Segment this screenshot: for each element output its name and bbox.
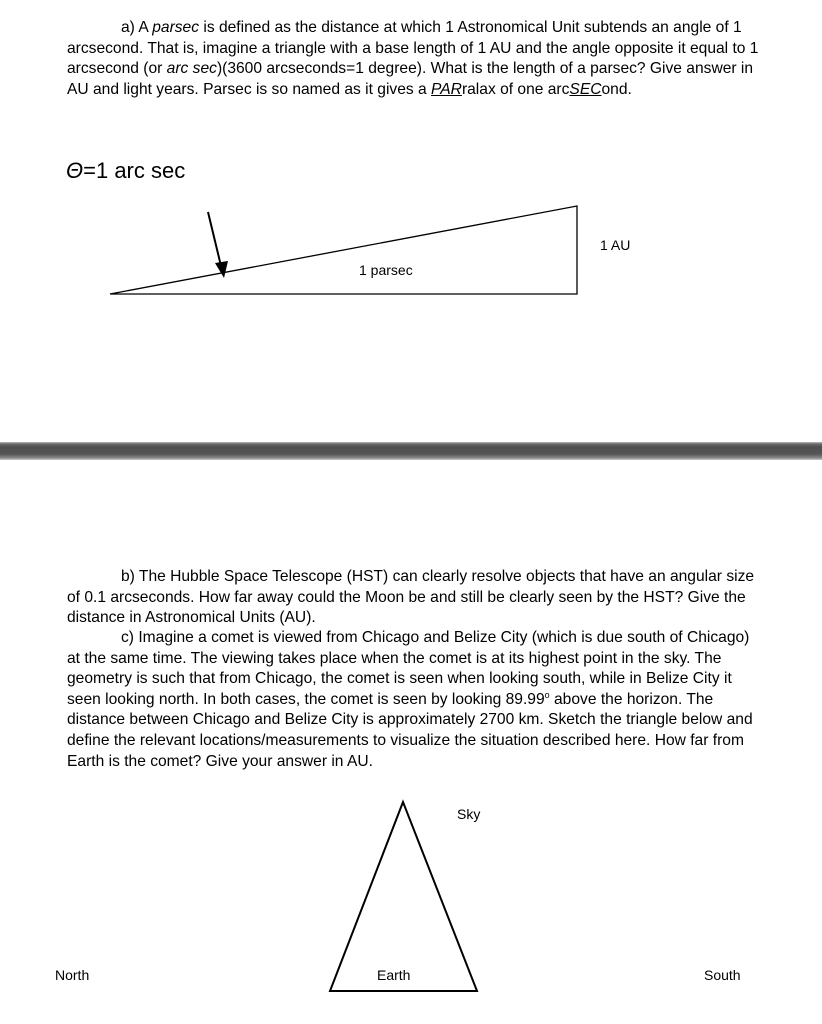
earth-label: Earth (377, 967, 411, 983)
parsec-triangle (110, 206, 577, 294)
section-divider (0, 442, 822, 460)
arrow-head (215, 261, 228, 278)
parsec-label: 1 parsec (359, 262, 413, 278)
south-label: South (704, 967, 741, 983)
comet-triangle (330, 802, 477, 991)
part-a-paragraph: a) A parsec is defined as the distance at which 1 Astronomical Unit subtends an angle of 1 arcsecond. That is, imagine a triangle with a base length of 1 AU and the angle opposite it equal to 1 arcsecond (or arc sec)(3600 arcseconds=1 degree). What is the length of a parsec? Give answer in AU and light years. Parsec is so named as it gives a PARralax of one arcSECond. (67, 19, 759, 98)
part-b-paragraph: b) The Hubble Space Telescope (HST) can clearly resolve objects that have an angular size of 0.1 arcseconds. How far away could the Moon be and still be clearly seen by the HST? Give the distance in Astronomical Units (AU). (67, 568, 755, 627)
north-label: North (55, 967, 90, 983)
degree-mark: o (544, 689, 550, 700)
angle-arrow (208, 212, 228, 278)
theta-symbol: Θ (66, 158, 84, 183)
par-emphasis: PAR (431, 80, 462, 98)
sec-emphasis: SEC (569, 80, 602, 98)
au-label: 1 AU (600, 237, 631, 253)
parsec-triangle-shape (110, 206, 577, 294)
comet-triangle-shape (330, 802, 477, 991)
theta-value: =1 arc sec (83, 158, 186, 183)
arrow-shaft (208, 212, 221, 266)
part-c-paragraph: c) Imagine a comet is viewed from Chicago and Belize City (which is due south of Chicago) at the same time. The viewing takes place when the comet is at its highest point in the sky. The geometry is such that from Chicago, the comet is seen when looking south, while in Belize City it seen looking north. In both cases, the comet is seen by looking 89.99$^o$ above the horizon. The distance between Chicago and Belize City is approximately 2700 km. Sketch the triangle below and define the relevant locations/measurements to visualize the situation described here. How far from Earth is the comet? Give your answer in AU. (67, 629, 753, 770)
parsec-term: parsec (152, 19, 200, 36)
arc-sec-term: arc sec (166, 60, 217, 78)
sky-label: Sky (457, 806, 481, 822)
